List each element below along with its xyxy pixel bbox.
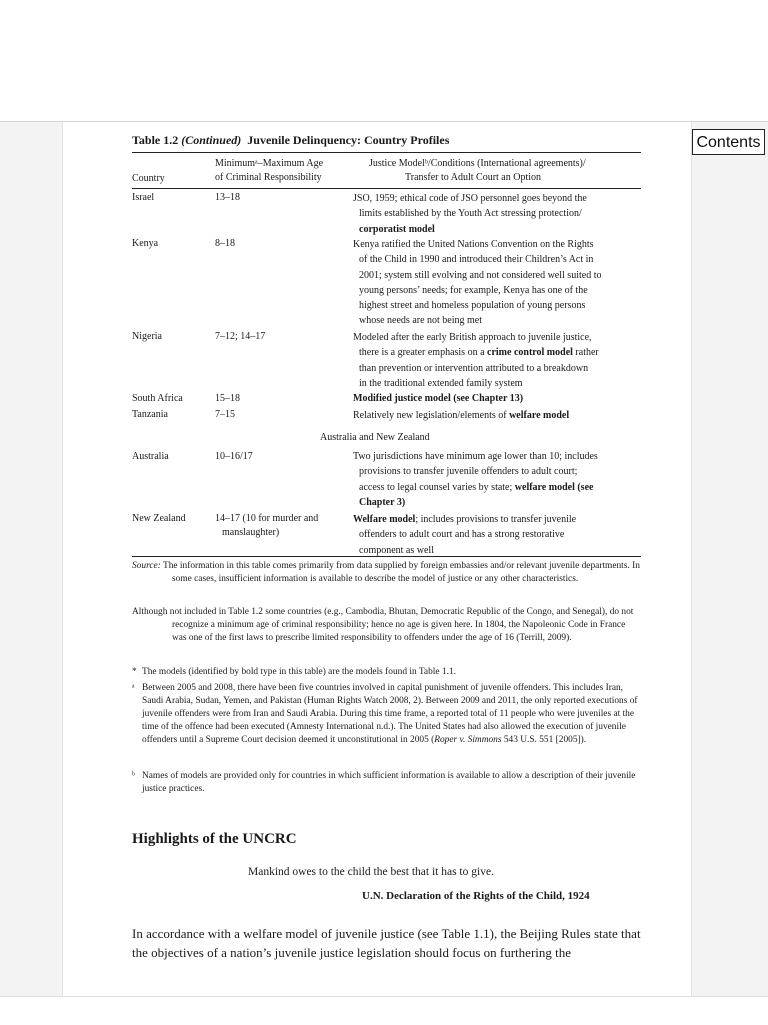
new-zealand-desc-line [353, 512, 576, 527]
nigeria-desc-line: than prevention or intervention attributed to a breakdown [359, 362, 589, 374]
kenya-desc-line: 2001; system still evolving and not considered well suited to [359, 269, 602, 281]
footnote-case-name: Roper v. Simmons [434, 734, 502, 745]
footnote-text: Names of models are provided only for countries in which sufficient information is available to allow a description of their juvenile justice practices. [142, 771, 636, 794]
section-heading: Highlights of the UNCRC [132, 831, 297, 847]
header-age-line2: of Criminal Responsibility [215, 172, 322, 183]
tanzania-model-name: welfare model [509, 410, 570, 421]
footnote-marker: ᵃ [132, 683, 135, 693]
new-zealand-desc-text: ; includes provisions to transfer juvenile [415, 514, 577, 525]
kenya-desc-line: of the Child in 1990 and introduced their Children’s Act in [359, 254, 594, 266]
page-edge-right [691, 122, 692, 996]
footnote-marker: * [132, 667, 137, 677]
row-kenya-description [353, 237, 601, 329]
row-new-zealand-country: New Zealand [132, 513, 186, 524]
footnote-text: Between 2005 and 2008, there have been five countries involved in capital punishment of juvenile offenders. This includes Iran, Saudi Arabia, Sudan, Yemen, and Pakistan (Human Rights Watch 2008, 2). Between 2009 and 2011, the only reported executions of juvenile offenders were from Iran and Saudi Arabia. During this time frame, a reported total of 11 people who were juveniles at the time of the offence had been executed (Amnesty International n.d.). The United States had also allowed the execution of juvenile offenders until a Supreme Court decision deemed it unconstitutional in 2005 ( [142, 683, 638, 745]
nigeria-model-name: crime control model [487, 347, 573, 359]
new-zealand-model-name: Welfare model [353, 514, 416, 525]
header-rule [132, 188, 641, 189]
footnote-models [132, 666, 642, 679]
region-label: Australia and New Zealand [320, 432, 430, 443]
row-israel-age: 13–18 [215, 192, 240, 203]
nigeria-desc-text: rather [572, 347, 599, 359]
footnote-text: The models (identified by bold type in this table) are the models found in Table 1.1. [142, 667, 456, 677]
although-note [132, 606, 642, 645]
viewer-bottom-margin [0, 996, 768, 1025]
header-model-line2: Transfer to Adult Court an Option [405, 172, 542, 183]
australia-model-name: welfare model (see [514, 481, 594, 493]
viewer-top-margin [0, 0, 768, 122]
nigeria-desc-text: there is a greater emphasis on a [359, 347, 488, 359]
row-australia-country: Australia [132, 451, 169, 462]
australia-desc-text: access to legal counsel varies by state; [359, 481, 515, 493]
although-text: Although not included in Table 1.2 some countries (e.g., Cambodia, Bhutan, Democratic Republic of the Congo, and Senegal), do not recognize a minimum age of criminal responsibility; hence no age is given here. In 1804, the Napoleonic Code in France was one of the first laws to prescribe limited responsibility to offenders under the age of 16 (Terrill, 2009). [132, 607, 634, 643]
new-zealand-desc-line: component as well [359, 544, 434, 556]
row-south-africa-age: 15–18 [215, 393, 240, 404]
header-age-line1: Minimumᵃ–Maximum Age [215, 158, 324, 169]
header-country: Country [132, 173, 165, 184]
australia-desc-line: Chapter 3) [359, 496, 406, 508]
row-tanzania-age: 7–15 [215, 409, 235, 420]
kenya-desc-line: Kenya ratified the United Nations Convention on the Rights [353, 239, 594, 250]
row-south-africa-country: South Africa [132, 393, 183, 404]
header-model-line1: Justice Modelᵇ/Conditions (International agreements)/ [369, 158, 586, 169]
table-bottom-rule [132, 556, 641, 557]
israel-desc-line: corporatist model [359, 223, 435, 235]
row-israel-description [353, 191, 587, 237]
table-title-continued: (Continued) [181, 133, 242, 147]
israel-desc-line: limits established by the Youth Act stressing protection/ [359, 208, 582, 220]
new-zealand-desc-line: offenders to adult court and has a strong restorative [359, 529, 565, 541]
row-tanzania-description [353, 408, 569, 423]
source-label: Source: [132, 561, 161, 571]
row-nigeria-country: Nigeria [132, 331, 162, 342]
new-zealand-age-line: manslaughter) [222, 527, 280, 538]
row-australia-age: 10–16/17 [215, 451, 253, 462]
tanzania-desc-line [353, 408, 569, 423]
contents-button[interactable]: Contents [692, 129, 765, 155]
row-nigeria-age: 7–12; 14–17 [215, 331, 266, 342]
footnote-text: 543 U.S. 551 [2005]). [501, 734, 587, 745]
new-zealand-age-line: 14–17 (10 for murder and [215, 513, 319, 524]
footnote-model-names [132, 770, 642, 796]
australia-desc-line [353, 480, 598, 495]
nigeria-desc-line: in the traditional extended family system [359, 377, 523, 389]
row-australia-description [353, 449, 598, 510]
south-africa-desc-line: Modified justice model (see Chapter 13) [353, 393, 524, 404]
kenya-desc-line: highest street and homeless population of young persons [359, 300, 586, 312]
epigraph-quote: Mankind owes to the child the best that it has to give. [248, 866, 494, 878]
tanzania-desc-text: Relatively new legislation/elements of [353, 410, 510, 421]
row-israel-country: Israel [132, 192, 155, 203]
footnote-capital-punishment [132, 682, 642, 747]
row-nigeria-description [353, 330, 599, 391]
row-kenya-age: 8–18 [215, 238, 235, 249]
source-note [132, 560, 642, 586]
nigeria-desc-line: Modeled after the early British approach to juvenile justice, [353, 332, 592, 343]
row-tanzania-country: Tanzania [132, 409, 168, 420]
footnote-marker: ᵇ [132, 771, 135, 781]
australia-desc-line: Two jurisdictions have minimum age lower than 10; includes [353, 451, 598, 462]
row-kenya-country: Kenya [132, 238, 159, 249]
table-title-main: Juvenile Delinquency: Country Profiles [247, 133, 450, 147]
table-title [132, 133, 449, 148]
kenya-desc-line: young persons’ needs; for example, Kenya has one of the [359, 284, 588, 296]
epigraph-source: U.N. Declaration of the Rights of the Child, 1924 [362, 890, 590, 902]
kenya-desc-line: whose needs are not being met [359, 315, 483, 327]
row-south-africa-description [353, 391, 523, 406]
row-new-zealand-description [353, 512, 576, 558]
australia-desc-line: provisions to transfer juvenile offenders to adult court; [359, 466, 578, 478]
row-new-zealand-age [215, 512, 318, 540]
table-top-rule [132, 152, 641, 153]
body-paragraph: In accordance with a welfare model of juvenile justice (see Table 1.1), the Beijing Rules state that the objectives of a nation’s juvenile justice legislation should focus on furthering the [132, 926, 641, 960]
source-text: The information in this table comes primarily from data supplied by foreign embassies and/or relevant juvenile departments. In some cases, insufficient information is available to describe the model of justice or any other characteristics. [160, 561, 640, 584]
table-title-prefix: Table 1.2 [132, 133, 182, 147]
nigeria-desc-line [353, 345, 599, 360]
israel-desc-line: JSO, 1959; ethical code of JSO personnel goes beyond the [353, 193, 587, 204]
